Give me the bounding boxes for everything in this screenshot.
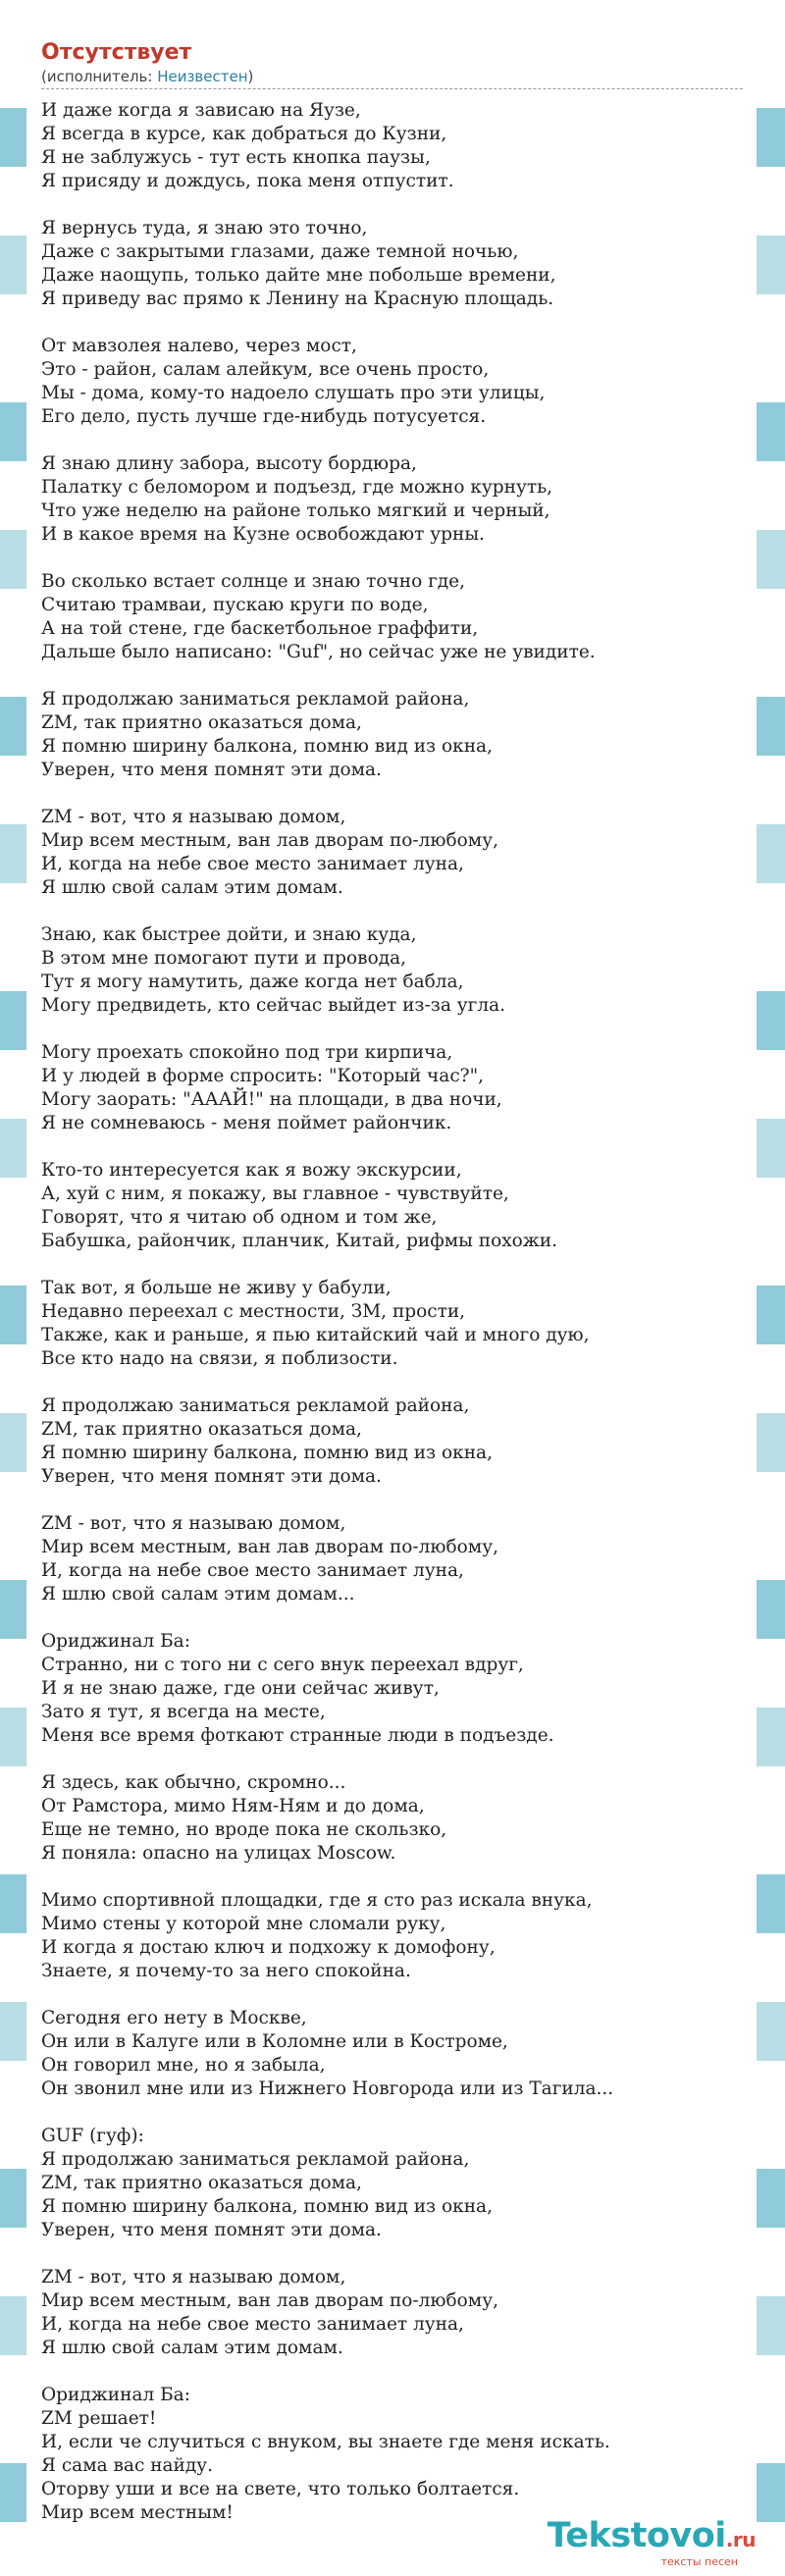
lyrics-line: А на той стене, где баскетбольное граффити, (41, 618, 479, 639)
lyrics-line: Я здесь, как обычно, скромно... (41, 1772, 346, 1793)
lyrics-line: GUF (гуф): (41, 2126, 144, 2146)
lyrics-line: ZM, так приятно оказаться дома, (41, 1419, 362, 1440)
lyrics-stanza (41, 570, 743, 664)
lyrics-line: Странно, ни с того ни с сего внук переехал вдруг, (41, 1655, 524, 1675)
lyrics-line: ZM - вот, что я называю домом, (41, 1513, 346, 1534)
lyrics-line: Я вернусь туда, я знаю это точно, (41, 218, 368, 238)
lyrics-line: Сегодня его нету в Москве, (41, 2008, 307, 2028)
lyrics-line: И, когда на небе свое место занимает луна, (41, 854, 464, 874)
lyrics-line: Я всегда в курсе, как добраться до Кузни, (41, 124, 447, 144)
lyrics-stanza (41, 806, 743, 900)
lyrics-stanza (41, 923, 743, 1018)
song-content (41, 39, 743, 2549)
lyrics-line: Могу заорать: "АААЙ!" на площади, в два ночи, (41, 1089, 502, 1110)
lyrics-line: Тут я могу намутить, даже когда нет бабла, (41, 972, 464, 992)
lyrics-stanza (41, 217, 743, 311)
lyrics-line: Я присяду и дождусь, пока меня отпустит. (41, 171, 454, 191)
lyrics-line: Я знаю длину забора, высоту бордюра, (41, 453, 417, 474)
lyrics-line: Он говорил мне, но я забыла, (41, 2055, 326, 2076)
lyrics-line: Недавно переехал с местности, ЗМ, прости, (41, 1301, 466, 1322)
lyrics-line: Я шлю свой салам этим домам. (41, 2338, 343, 2358)
lyrics-line: Мимо стены у которой мне сломали руку, (41, 1914, 446, 1934)
lyrics-line: Я не заблужусь - тут есть кнопка паузы, (41, 147, 431, 168)
lyrics-line: И у людей в форме спросить: "Который час?", (41, 1066, 484, 1086)
lyrics-line: ZM - вот, что я называю домом, (41, 807, 346, 827)
lyrics-line: И, когда на небе свое место занимает луна, (41, 1560, 464, 1581)
lyrics-line: Я продолжаю заниматься рекламой района, (41, 689, 470, 710)
lyrics-line: Уверен, что меня помнят эти дома. (41, 760, 382, 780)
lyrics-line: И, когда на небе свое место занимает луна, (41, 2314, 464, 2335)
lyrics-stanza (41, 1771, 743, 1866)
lyrics-line: ZM, так приятно оказаться дома, (41, 2173, 362, 2193)
lyrics-stanza (41, 2125, 743, 2242)
lyrics-line: Все кто надо на связи, я поблизости. (41, 1348, 398, 1369)
lyrics-stanza (41, 335, 743, 429)
lyrics-line: Мир всем местным, ван лав дворам по-любому, (41, 1537, 498, 1557)
lyrics-line: Мир всем местным, ван лав дворам по-любому, (41, 830, 498, 851)
logo-wordmark (548, 2516, 756, 2559)
lyrics-line: Ориджинал Ба: (41, 2385, 190, 2405)
lyrics-line: Мир всем местным! (41, 2502, 234, 2523)
lyrics-line: Я поняла: опасно на улицах Moscow. (41, 1843, 396, 1864)
lyrics-line: Уверен, что меня помнят эти дома. (41, 2220, 382, 2240)
lyrics-line: Могу проехать спокойно под три кирпича, (41, 1042, 453, 1063)
lyrics-line: ZM решает! (41, 2408, 157, 2429)
site-logo[interactable] (548, 2516, 756, 2568)
lyrics-line: Я продолжаю заниматься рекламой района, (41, 1395, 470, 1416)
lyrics-line: Он или в Калуге или в Коломне или в Костроме, (41, 2031, 508, 2052)
lyrics-line: Я продолжаю заниматься рекламой района, (41, 2149, 470, 2170)
lyrics-line: Что уже неделю на районе только мягкий и черный, (41, 500, 550, 521)
lyrics-stanza (41, 1041, 743, 1135)
lyrics-line: Уверен, что меня помнят эти дома. (41, 1466, 382, 1487)
lyrics-stanza (41, 1512, 743, 1606)
lyrics-line: Считаю трамваи, пускаю круги по воде, (41, 595, 429, 615)
lyrics-line: И я не знаю даже, где они сейчас живут, (41, 1678, 440, 1699)
lyrics-line: Кто-то интересуется как я вожу экскурсии, (41, 1160, 462, 1181)
lyrics-line: Дальше было написано: "Guf", но сейчас уже не увидите. (41, 642, 596, 662)
lyrics-stanza (41, 1630, 743, 1748)
logo-tld: .ru (725, 2528, 756, 2551)
logo-name: Tekstovoi (547, 2516, 726, 2555)
lyrics-line: Это - район, салам алейкум, все очень просто, (41, 359, 490, 380)
lyrics-line: Я шлю свой салам этим домам. (41, 877, 343, 898)
lyrics-stanza (41, 452, 743, 547)
lyrics-line: И даже когда я зависаю на Яузе, (41, 100, 361, 121)
artist-suffix: ) (247, 68, 254, 85)
lyrics-line: Даже с закрытыми глазами, даже темной ночью, (41, 241, 519, 262)
lyrics-line: Я приведу вас прямо к Ленину на Красную площадь. (41, 289, 554, 309)
lyrics-stanza (41, 1159, 743, 1253)
lyrics-line: От Рамстора, мимо Ням-Ням и до дома, (41, 1796, 425, 1816)
artist-link[interactable]: Неизвестен (157, 68, 248, 85)
lyrics-stanza (41, 1889, 743, 1983)
lyrics-line: Я не сомневаюсь - меня поймет райончик. (41, 1113, 452, 1133)
lyrics-line: Также, как и раньше, я пью китайский чай и много дую, (41, 1325, 590, 1345)
lyrics-line: Палатку с беломором и подъезд, где можно курнуть, (41, 477, 553, 498)
lyrics-line: Даже наощупь, только дайте мне побольше времени, (41, 265, 556, 286)
lyrics-stanza (41, 688, 743, 782)
lyrics-line: Я помню ширину балкона, помню вид из окна, (41, 736, 493, 757)
lyrics-stanza (41, 2266, 743, 2360)
lyrics-line: Ориджинал Ба: (41, 1631, 190, 1652)
lyrics-stanza (41, 1394, 743, 1489)
lyrics-stanza (41, 99, 743, 193)
lyrics-line: И когда я достаю ключ и подхожу к домофону, (41, 1937, 496, 1958)
lyrics-line: Мы - дома, кому-то надоело слушать про эти улицы, (41, 383, 546, 403)
lyrics-line: ZM, так приятно оказаться дома, (41, 712, 362, 733)
lyrics-stanza (41, 2384, 743, 2525)
lyrics-line: Знаете, я почему-то за него спокойна. (41, 1961, 411, 1981)
lyrics-line: Знаю, как быстрее дойти, и знаю куда, (41, 924, 417, 945)
lyrics-line: А, хуй с ним, я покажу, вы главное - чувствуйте, (41, 1183, 509, 1204)
lyrics-stanza (41, 2007, 743, 2101)
lyrics-line: Во сколько встает солнце и знаю точно где, (41, 571, 466, 592)
lyrics-line: Я шлю свой салам этим домам... (41, 1584, 355, 1604)
lyrics-line: Оторву уши и все на свете, что только болтается. (41, 2479, 520, 2499)
lyrics-line: Меня все время фоткают странные люди в подъезде. (41, 1725, 554, 1746)
lyrics-line: Его дело, пусть лучше где-нибудь потусуется. (41, 406, 487, 427)
lyrics-line: Бабушка, райончик, планчик, Китай, рифмы похожи. (41, 1231, 558, 1251)
lyrics-line: Мимо спортивной площадки, где я сто раз искала внука, (41, 1890, 593, 1911)
lyrics-line: Мир всем местным, ван лав дворам по-любому, (41, 2290, 498, 2311)
lyrics-line: Я помню ширину балкона, помню вид из окна, (41, 1443, 493, 1463)
lyrics-line: Могу предвидеть, кто сейчас выйдет из-за угла. (41, 995, 505, 1016)
lyrics-line: Я помню ширину балкона, помню вид из окна, (41, 2196, 493, 2217)
lyrics-line: Я сама вас найду. (41, 2455, 214, 2476)
logo-tagline: тексты песен (660, 2555, 738, 2568)
lyrics-line: Еще не темно, но вроде пока не скользко, (41, 1819, 447, 1840)
lyrics-stanza (41, 1277, 743, 1371)
lyrics-line: Зато я тут, я всегда на месте, (41, 1702, 326, 1722)
lyrics (41, 99, 743, 2525)
lyrics-line: Он звонил мне или из Нижнего Новгорода или из Тагила... (41, 2078, 614, 2099)
lyrics-line: И, если че случиться с внуком, вы знаете где меня искать. (41, 2432, 610, 2452)
artist-line (41, 67, 743, 89)
lyrics-line: ZM - вот, что я называю домом, (41, 2267, 346, 2287)
artist-prefix: (исполнитель: (41, 68, 158, 85)
song-title: Отсутствует (41, 40, 192, 65)
lyrics-line: Так вот, я больше не живу у бабули, (41, 1278, 392, 1298)
lyrics-line: И в какое время на Кузне освобождают урны. (41, 524, 485, 545)
lyrics-line: От мавзолея налево, через мост, (41, 336, 357, 356)
lyrics-line: В этом мне помогают пути и провода, (41, 948, 407, 969)
lyrics-line: Говорят, что я читаю об одном и том же, (41, 1207, 438, 1228)
